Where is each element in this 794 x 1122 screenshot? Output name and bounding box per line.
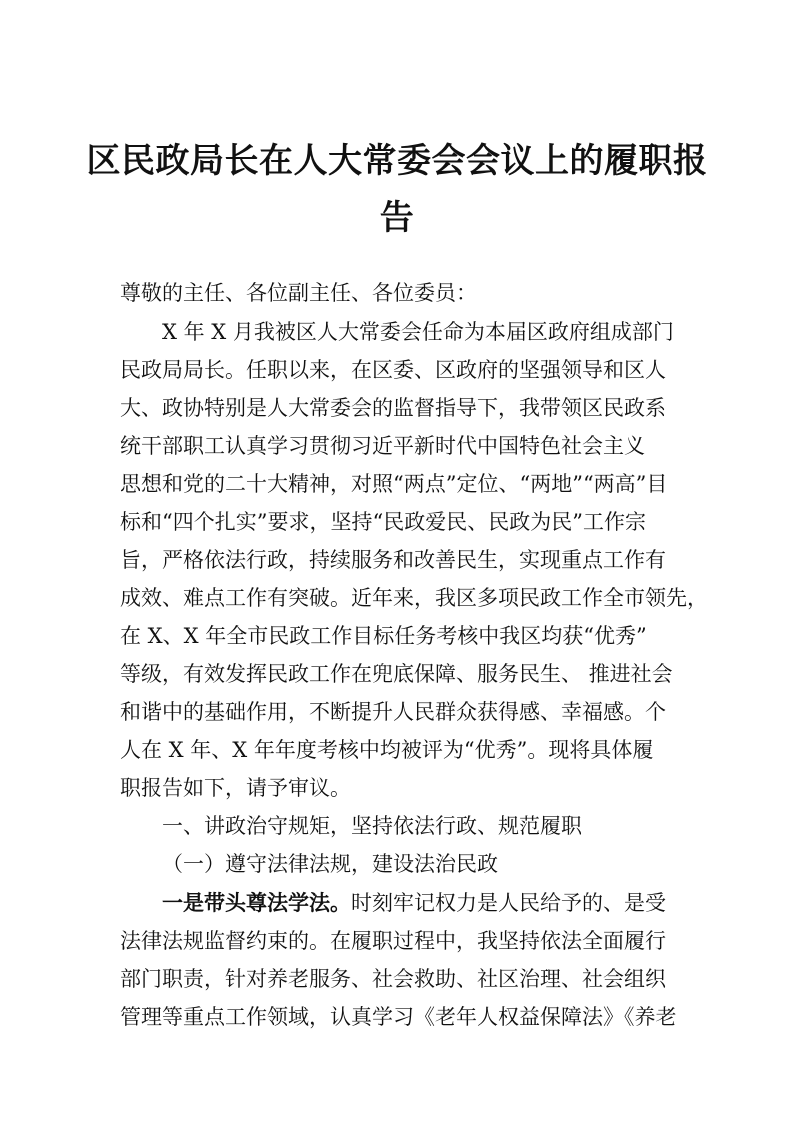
paragraph-line: 在 X、X 年全市民政工作目标任务考核中我区均获“优秀” xyxy=(120,624,647,648)
subsection-heading: （一）遵守法律法规，建设法治民政 xyxy=(162,852,498,876)
paragraph-line: 旨，严格依法行政，持续服务和改善民生，实现重点工作有 xyxy=(120,548,666,572)
document-title-line-1: 区民政局长在人大常委会会议上的履职报 xyxy=(86,141,708,181)
salutation: 尊敬的主任、各位副主任、各位委员： xyxy=(120,281,477,305)
paragraph-line: 成效、难点工作有突破。近年来，我区多项民政工作全市领先， xyxy=(120,586,708,610)
paragraph-line: X 年 X 月我被区人大常委会任命为本届区政府组成部门 xyxy=(162,320,674,344)
paragraph-line: 管理等重点工作领域，认真学习《老年人权益保障法》《养老 xyxy=(120,1005,677,1029)
paragraph-line: 大、政协特别是人大常委会的监督指导下，我带领区民政系 xyxy=(120,396,666,420)
point-lead: 一是带头尊法学法。 xyxy=(162,891,351,915)
section-heading: 一、讲政治守规矩，坚持依法行政、规范履职 xyxy=(162,814,582,838)
point-first-line-text: 时刻牢记权力是人民给予的、是受 xyxy=(351,891,666,915)
paragraph-line: 思想和党的二十大精神，对照“两点”定位、“两地”“两高”目 xyxy=(120,472,668,496)
paragraph-line: 职报告如下，请予审议。 xyxy=(120,776,351,800)
paragraph-line: 人在 X 年、X 年年度考核中均被评为“优秀”。现将具体履 xyxy=(120,738,654,762)
paragraph-line: 标和“四个扎实”要求，坚持“民政爱民、民政为民”工作宗 xyxy=(120,510,646,534)
paragraph-line: 部门职责，针对养老服务、社会救助、社区治理、社会组织 xyxy=(120,967,666,991)
point-first-line xyxy=(162,889,666,917)
paragraph-line: 等级，有效发挥民政工作在兜底保障、服务民生、 推进社会 xyxy=(120,662,673,686)
paragraph-line: 和谐中的基础作用，不断提升人民群众获得感、幸福感。个 xyxy=(120,700,666,724)
paragraph-line: 民政局局长。任职以来，在区委、区政府的坚强领导和区人 xyxy=(120,358,666,382)
document-title-line-2: 告 xyxy=(379,198,415,238)
paragraph-line: 统干部职工认真学习贯彻习近平新时代中国特色社会主义 xyxy=(120,434,645,458)
paragraph-line: 法律法规监督约束的。在履职过程中，我坚持依法全面履行 xyxy=(120,929,666,953)
